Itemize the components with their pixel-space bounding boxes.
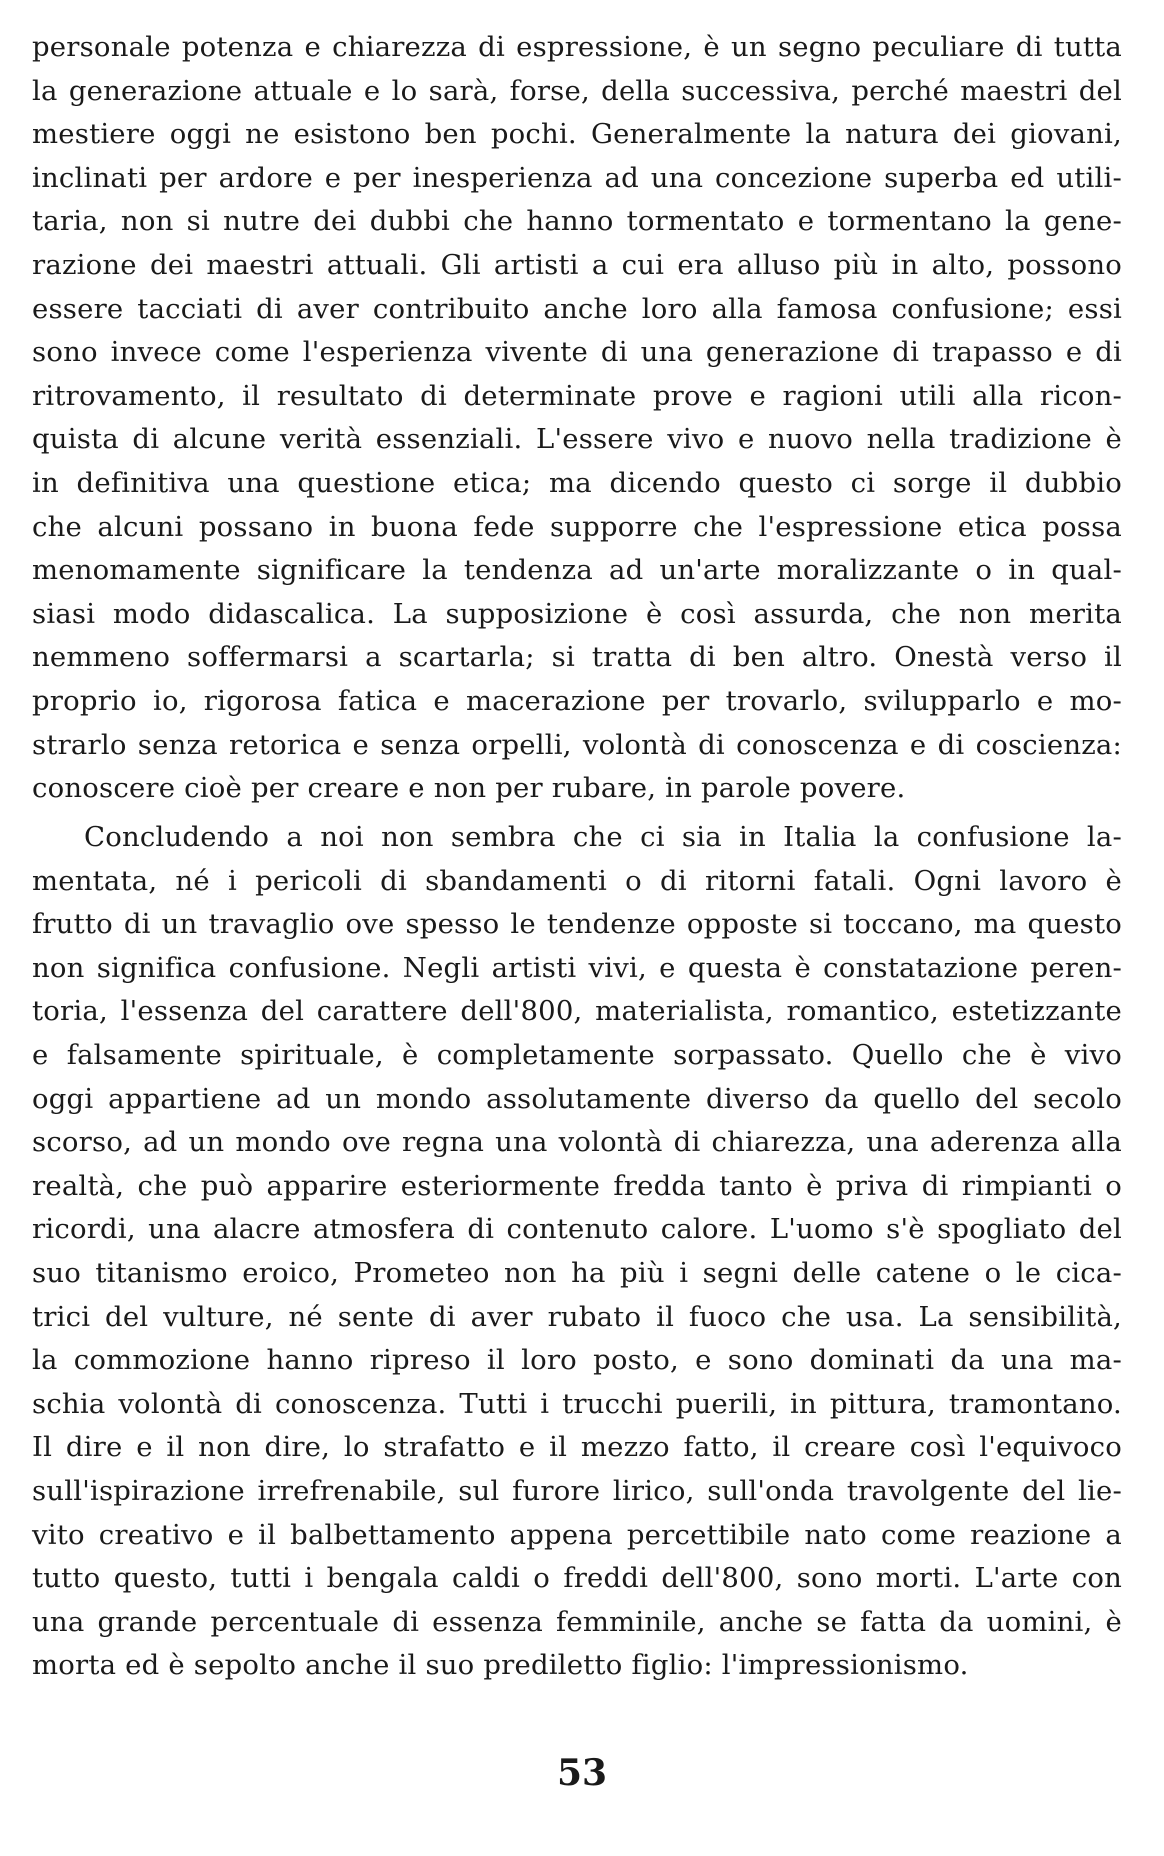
text-line: frutto di un travaglio ove spesso le tendenze opposte si toccano, ma questo (32, 908, 1122, 941)
text-line: essere tacciati di aver contribuito anche loro alla famosa confusione; essi (32, 292, 1122, 325)
text-line: realtà, che può apparire esteriormente fredda tanto è priva di rimpianti o (32, 1169, 1122, 1202)
text-line: Concludendo a noi non sembra che ci sia in Italia la confusione la- (84, 821, 1122, 853)
text-line: sull'ispirazione irrefrenabile, sul furore lirico, sull'onda travolgente del lie- (32, 1474, 1122, 1507)
page-number: 53 (556, 1752, 608, 1794)
text-line: la commozione hanno ripreso il loro posto, e sono dominati da una ma- (32, 1344, 1122, 1377)
text-line: suo titanismo eroico, Prometeo non ha più i segni delle catene o le cica- (32, 1256, 1122, 1289)
text-line: menomamente significare la tendenza ad un'arte moralizzante o in qual- (32, 554, 1122, 587)
text-line: tutto questo, tutti i bengala caldi o freddi dell'800, sono morti. L'arte con (32, 1562, 1122, 1595)
text-line: oggi appartiene ad un mondo assolutamente diverso da quello del secolo (32, 1082, 1122, 1115)
text-line: in definitiva una questione etica; ma dicendo questo ci sorge il dubbio (32, 466, 1122, 499)
text-line: sono invece come l'esperienza vivente di una generazione di trapasso e di (32, 336, 1122, 369)
text-line: toria, l'essenza del carattere dell'800, materialista, romantico, estetizzante (32, 995, 1122, 1028)
text-line: conoscere cioè per creare e non per rubare, in parole povere. (32, 772, 906, 805)
text-line: proprio io, rigorosa fatica e macerazione per trovarlo, svilupparlo e mo- (32, 684, 1122, 717)
text-line: quista di alcune verità essenziali. L'essere vivo e nuovo nella tradizione è (32, 423, 1122, 456)
text-line: che alcuni possano in buona fede supporre che l'espressione etica possa (32, 510, 1122, 543)
text-line: ricordi, una alacre atmosfera di contenuto calore. L'uomo s'è spogliato del (32, 1213, 1122, 1246)
text-line: scorso, ad un mondo ove regna una volontà di chiarezza, una aderenza alla (32, 1126, 1122, 1159)
text-line: schia volontà di conoscenza. Tutti i trucchi puerili, in pittura, tramontano. (32, 1387, 1122, 1420)
text-line: mestiere oggi ne esistono ben pochi. Generalmente la natura dei giovani, (32, 118, 1122, 151)
text-line: non significa confusione. Negli artisti vivi, e questa è constatazione peren- (32, 951, 1122, 984)
paragraph-1 (32, 26, 1122, 811)
text-line: vito creativo e il balbettamento appena percettibile nato come reazione a (32, 1518, 1122, 1551)
text-line: razione dei maestri attuali. Gli artisti a cui era alluso più in alto, possono (32, 248, 1122, 281)
text-line: una grande percentuale di essenza femminile, anche se fatta da uomini, è (32, 1605, 1122, 1638)
text-line: siasi modo didascalica. La supposizione è così assurda, che non merita (32, 597, 1122, 630)
text-line: trici del vulture, né sente di aver rubato il fuoco che usa. La sensibilità, (32, 1300, 1122, 1333)
text-line: nemmeno soffermarsi a scartarla; si tratta di ben altro. Onestà verso il (32, 641, 1122, 674)
text-line: strarlo senza retorica e senza orpelli, volontà di conoscenza e di coscienza: (32, 728, 1122, 761)
text-line: Il dire e il non dire, lo strafatto e il mezzo fatto, il creare così l'equivoco (32, 1431, 1122, 1464)
text-line: inclinati per ardore e per inesperienza ad una concezione superba ed utili- (32, 161, 1122, 194)
text-line: mentata, né i pericoli di sbandamenti o di ritorni fatali. Ogni lavoro è (32, 864, 1122, 897)
paragraph-2 (32, 816, 1122, 1688)
text-line: e falsamente spirituale, è completamente sorpassato. Quello che è vivo (32, 1038, 1122, 1071)
text-line: personale potenza e chiarezza di espressione, è un segno peculiare di tutta (32, 31, 1122, 63)
text-line: taria, non si nutre dei dubbi che hanno tormentato e tormentano la gene- (32, 205, 1122, 238)
text-line: morta ed è sepolto anche il suo prediletto figlio: l'impressionismo. (32, 1649, 969, 1682)
text-line: ritrovamento, il resultato di determinate prove e ragioni utili alla ricon- (32, 379, 1122, 412)
text-line: la generazione attuale e lo sarà, forse, della successiva, perché maestri del (32, 74, 1122, 107)
